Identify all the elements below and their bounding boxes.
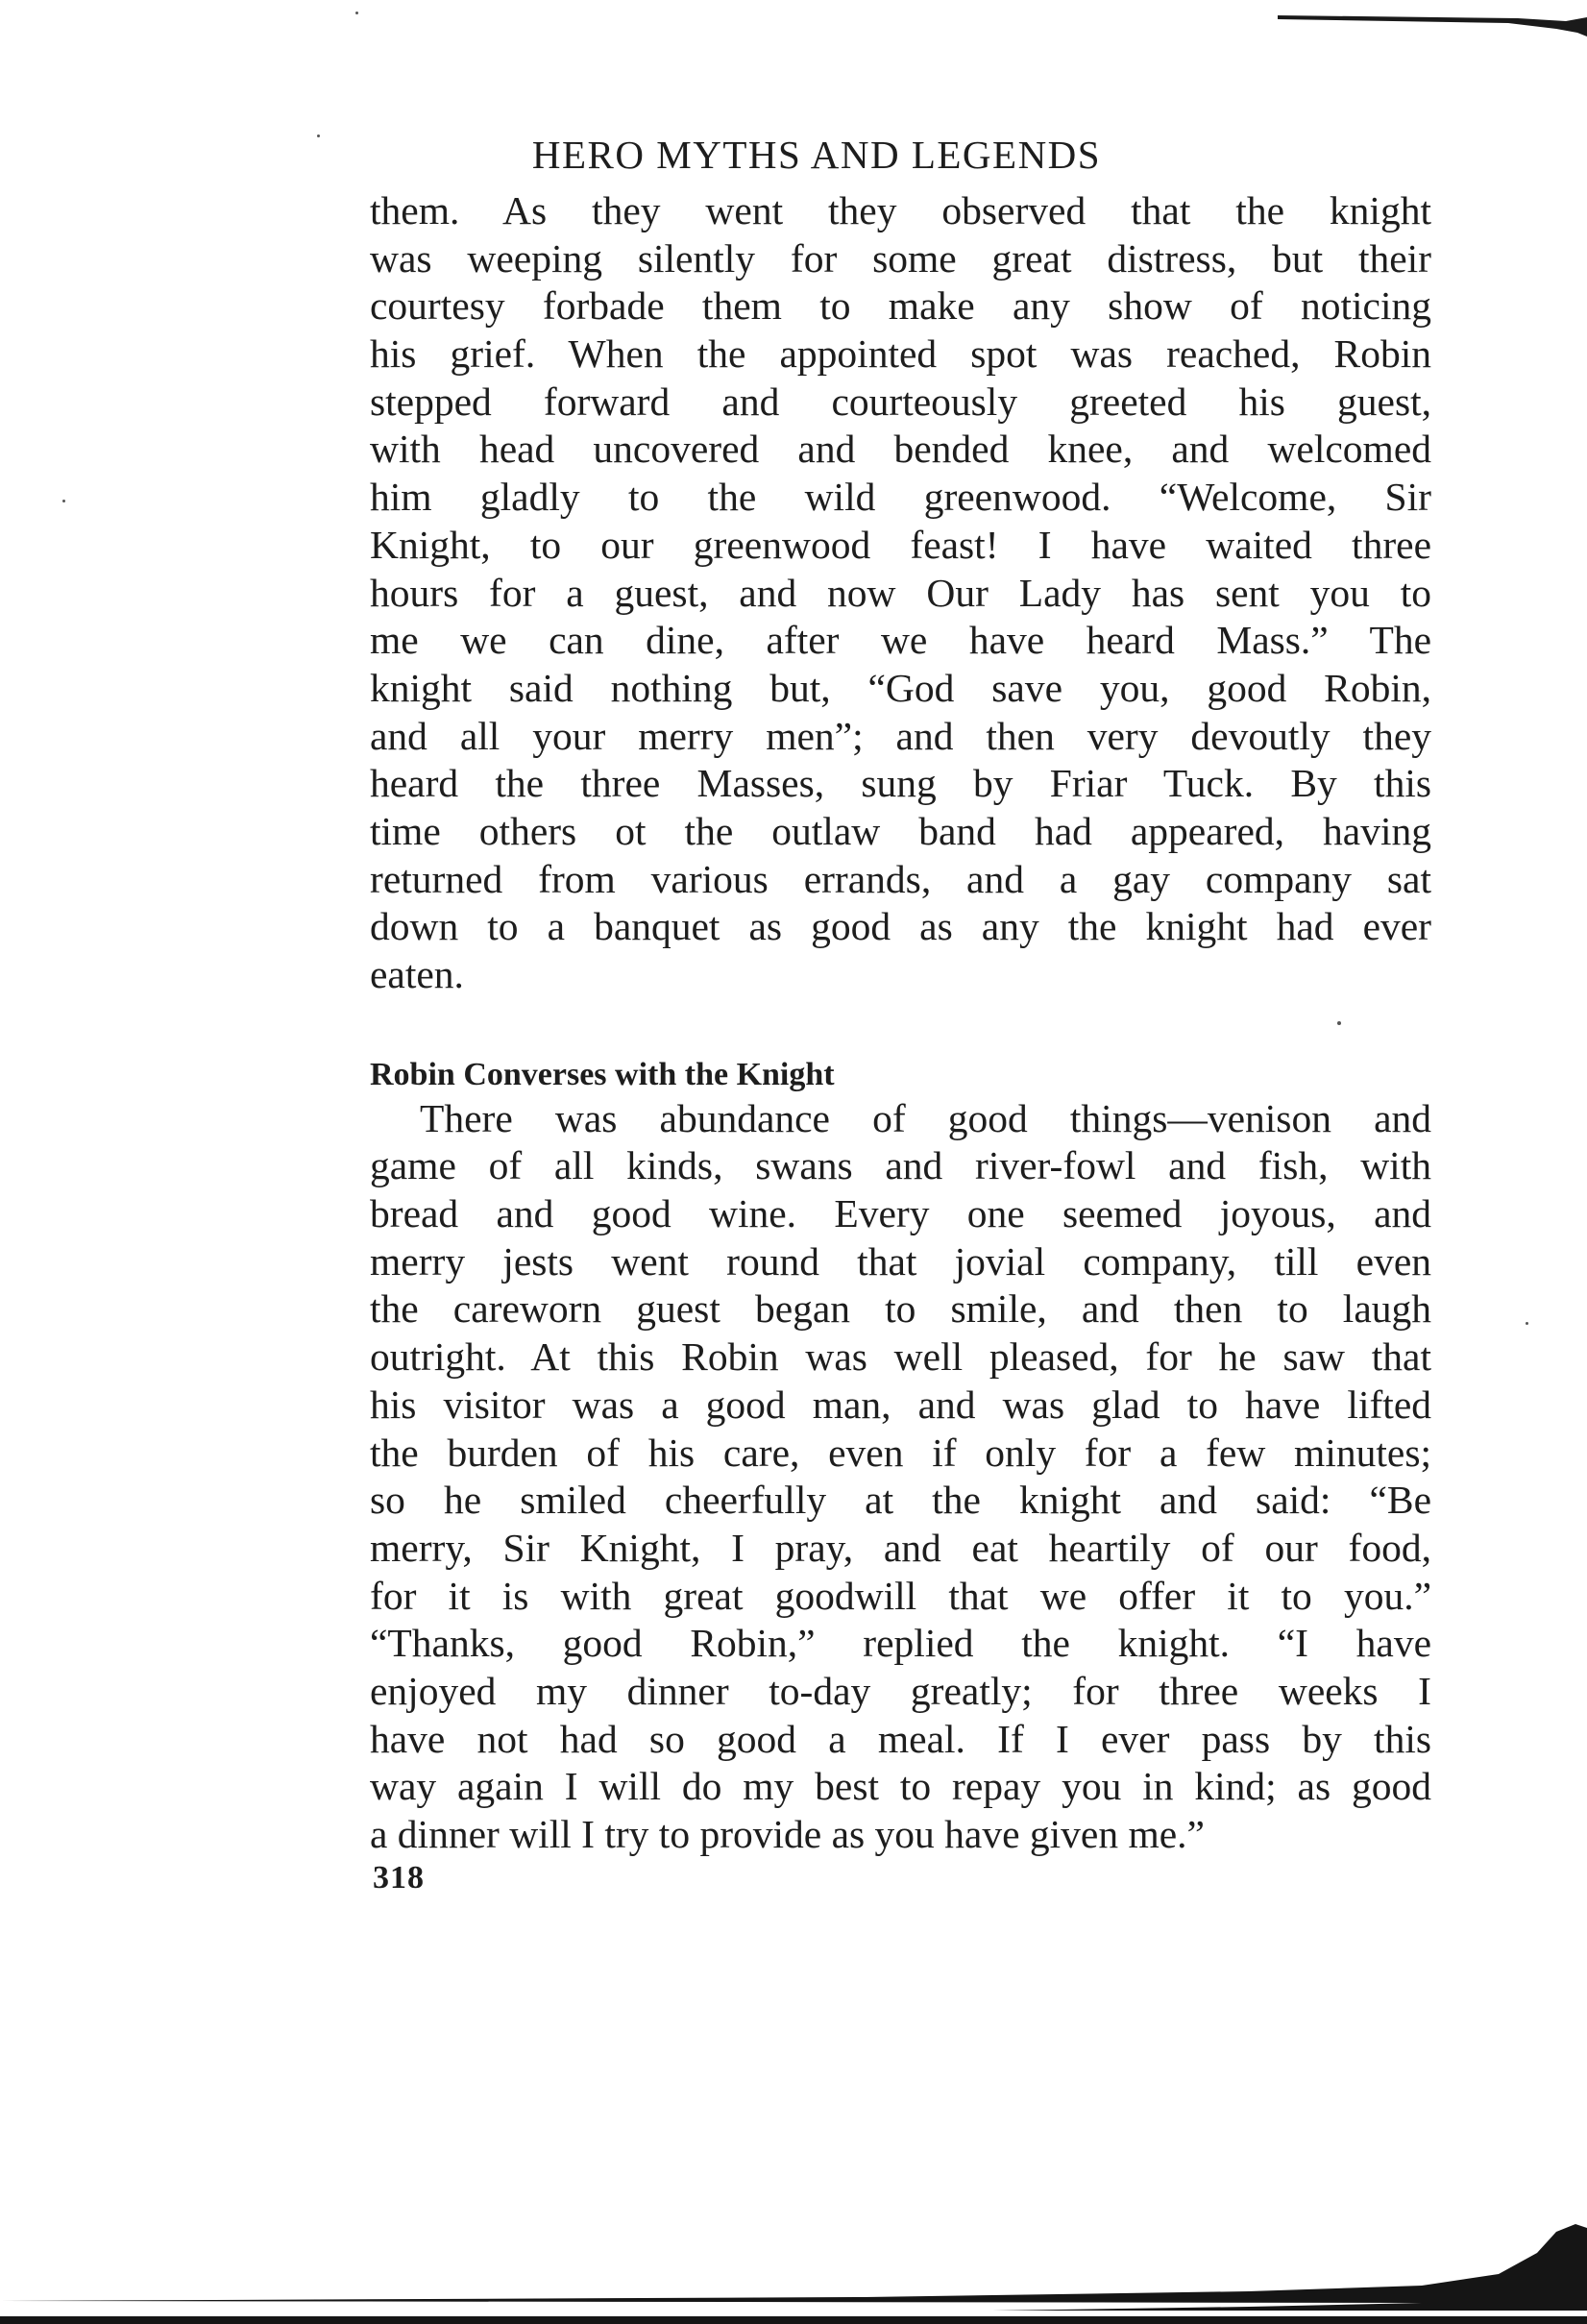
text-line: the careworn guest began to smile, and then to laugh <box>370 1286 1431 1332</box>
text-line: his grief. When the appointed spot was reached, Robin <box>370 331 1431 377</box>
page-number: 318 <box>373 1860 425 1896</box>
text-line: There was abundance of good things—venison and <box>420 1095 1431 1140</box>
running-head: HERO MYTHS AND LEGENDS <box>531 133 1102 177</box>
scan-speck <box>1526 1322 1528 1325</box>
text-line: his visitor was a good man, and was glad to have lifted <box>370 1382 1431 1427</box>
text-line: stepped forward and courteously greeted his guest, <box>370 379 1431 424</box>
paragraph <box>370 187 1431 999</box>
text-line: have not had so good a meal. If I ever pass by this <box>370 1716 1431 1761</box>
scan-speck <box>317 135 320 137</box>
section-heading: Robin Converses with the Knight <box>370 1056 835 1092</box>
text-line: enjoyed my dinner to-day greatly; for three weeks I <box>370 1668 1431 1713</box>
text-line: “Thanks, good Robin,” replied the knight. “I have <box>370 1621 1431 1666</box>
text-line: them. As they went they observed that the knight <box>370 188 1431 232</box>
text-line: courtesy forbade them to make any show of noticing <box>370 283 1431 329</box>
text-line: and all your merry men”; and then very devoutly they <box>370 713 1431 758</box>
text-line: for it is with great goodwill that we offer it to you.” <box>370 1573 1431 1618</box>
text-line: knight said nothing but, “God save you, good Robin, <box>370 665 1431 710</box>
text-line: hours for a guest, and now Our Lady has sent you to <box>370 570 1431 615</box>
text-line: so he smiled cheerfully at the knight and said: “Be <box>370 1478 1431 1523</box>
page-body <box>370 187 1431 1859</box>
text-line: the burden of his care, even if only for a few minutes; <box>370 1430 1431 1475</box>
text-line: merry, Sir Knight, I pray, and eat heartily of our food, <box>370 1525 1431 1570</box>
text-line: me we can dine, after we have heard Mass.” The <box>370 618 1431 663</box>
scan-speck <box>355 12 358 14</box>
scan-edge-mark-top <box>1278 12 1587 38</box>
text-line: with head uncovered and bended knee, and welcomed <box>370 427 1431 472</box>
scan-speck <box>62 500 65 502</box>
text-line: way again I will do my best to repay you in kind; as good <box>370 1764 1431 1809</box>
text-line: heard the three Masses, sung by Friar Tuck. By this <box>370 761 1431 806</box>
text-line: merry jests went round that jovial company, till even <box>370 1238 1431 1284</box>
text-line: outright. At this Robin was well pleased, for he saw that <box>370 1334 1431 1380</box>
text-line: bread and good wine. Every one seemed joyous, and <box>370 1191 1431 1236</box>
text-line: Knight, to our greenwood feast! I have waited three <box>370 522 1431 567</box>
text-line: a dinner will I try to provide as you have given me.” <box>370 1812 1205 1856</box>
text-line: returned from various errands, and a gay company sat <box>370 856 1431 901</box>
text-line: time others ot the outlaw band had appeared, having <box>370 808 1431 853</box>
text-line: him gladly to the wild greenwood. “Welcome, Sir <box>370 475 1431 520</box>
paragraph <box>370 1095 1431 1859</box>
text-line: game of all kinds, swans and river-fowl and fish, with <box>370 1143 1431 1188</box>
text-line: was weeping silently for some great distress, but their <box>370 235 1431 281</box>
text-line: eaten. <box>370 952 464 996</box>
scan-edge-mark-bottom <box>0 2214 1587 2324</box>
text-line: down to a banquet as good as any the knight had ever <box>370 904 1431 949</box>
